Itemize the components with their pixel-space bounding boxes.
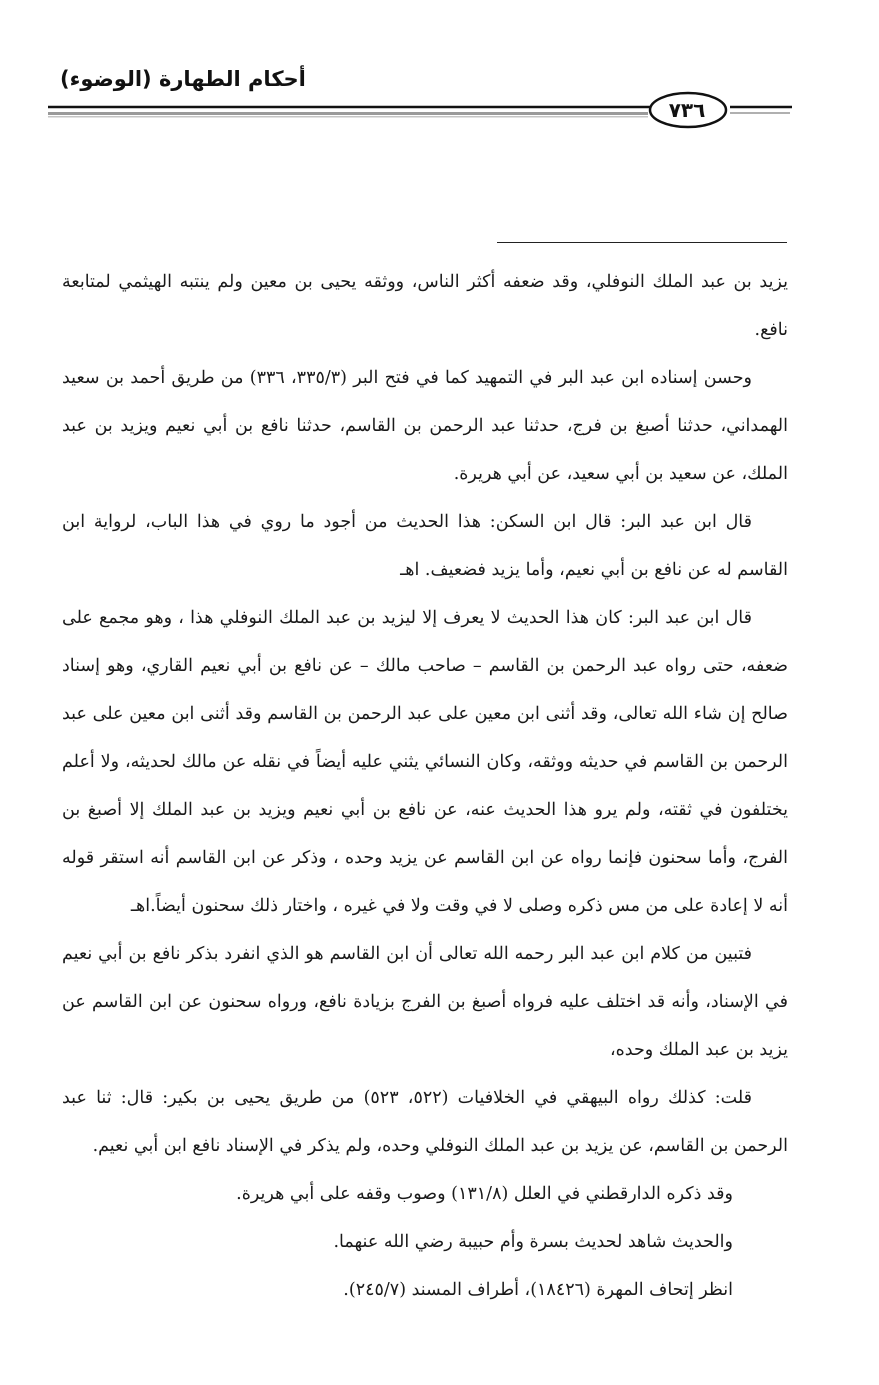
paragraph: قال ابن عبد البر: قال ابن السكن: هذا الحديث من أجود ما روي في هذا الباب، لرواية ابن القاسم له عن نافع بن أبي نعيم، وأما يزيد فضعيف. اهـ <box>62 512 788 580</box>
paragraph: فتبين من كلام ابن عبد البر رحمه الله تعالى أن ابن القاسم هو الذي انفرد بذكر نافع بن أبي نعيم في الإسناد، وأنه قد اختلف عليه فرواه أصبغ بن الفرج بزيادة نافع، ورواه سحنون عن ابن القاسم عن يزيد بن عبد الملك وحده، <box>62 944 788 1060</box>
paragraph: وحسن إسناده ابن عبد البر في التمهيد كما في فتح البر (٣٣٥/٣، ٣٣٦) من طريق أحمد بن سعيد الهمداني، حدثنا أصبغ بن فرج، حدثنا عبد الرحمن بن القاسم، حدثنا نافع بن أبي نعيم ويزيد بن عبد الملك، عن سعيد بن أبي سعيد، عن أبي هريرة. <box>62 368 788 484</box>
paragraph: قال ابن عبد البر: كان هذا الحديث لا يعرف إلا ليزيد بن عبد الملك النوفلي هذا ، وهو مجمع على ضعفه، حتى رواه عبد الرحمن بن القاسم – صاحب مالك – عن نافع بن أبي نعيم القاري، وهو إسناد صالح إن شاء الله تعالى، وقد أثنى ابن معين على عبد الرحمن بن القاسم وقد أثنى ابن معين على عبد الرحمن بن القاسم في حديثه ووثقه، وكان النسائي يثني عليه أيضاً في نقله عن مالك لحديثه، ولا أعلم يختلفون في ثقته، ولم يرو هذا الحديث عنه، عن نافع بن أبي نعيم ويزيد بن عبد الملك إلا أصبغ بن الفرج، وأما سحنون فإنما رواه عن ابن القاسم عن يزيد وحده ، وذكر عن ابن القاسم أنه استقر قوله أنه لا إعادة على من مس ذكره وصلى لا في وقت ولا في غيره ، واختار ذلك سحنون أيضاً.اهـ <box>62 608 788 916</box>
paragraph: قلت: كذلك رواه البيهقي في الخلافيات (٥٢٢، ٥٢٣) من طريق يحيى بن بكير: قال: ثنا عبد الرحمن بن القاسم، عن يزيد بن عبد الملك النوفلي وحده، ولم يذكر في الإسناد نافع ابن أبي نعيم. <box>62 1088 788 1156</box>
paragraph: يزيد بن عبد الملك النوفلي، وقد ضعفه أكثر الناس، ووثقه يحيى بن معين ولم ينتبه الهيثمي لمتابعة نافع. <box>62 272 788 340</box>
page-number: ٧٣٦ <box>668 98 706 122</box>
paragraph: انظر إتحاف المهرة (١٨٤٢٦)، أطراف المسند (٢٤٥/٧). <box>343 1280 733 1300</box>
footnote-separator <box>497 242 787 243</box>
book-title: أحكام الطهارة (الوضوء) <box>60 67 306 91</box>
paragraph: وقد ذكره الدارقطني في العلل (١٣١/٨) وصوب وقفه على أبي هريرة. <box>236 1184 733 1204</box>
page-body <box>62 258 788 1314</box>
paragraph: والحديث شاهد لحديث بسرة وأم حبيبة رضي الله عنهما. <box>333 1232 733 1252</box>
